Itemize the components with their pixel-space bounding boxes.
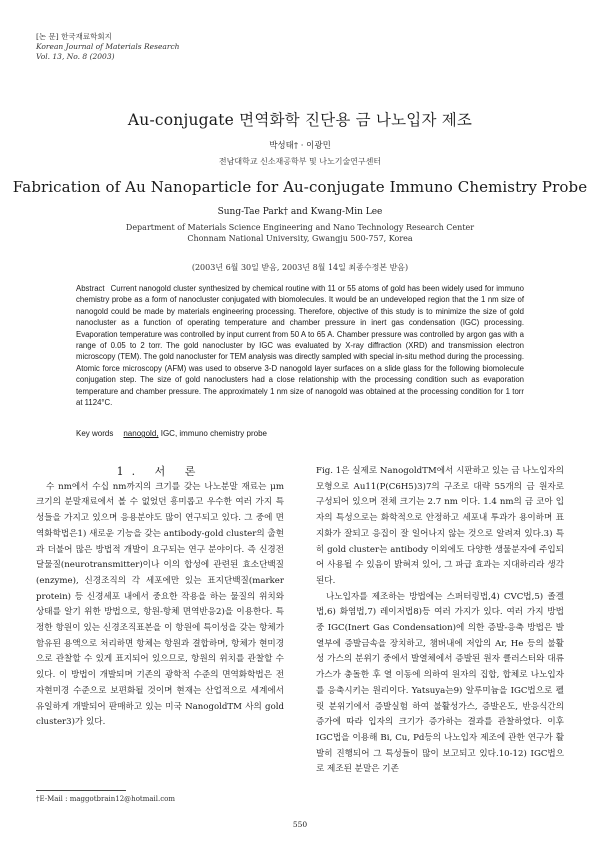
- right-paragraph-1: Fig. 1은 실제로 NanogoldTM에서 시판하고 있는 금 나노입자의 모형으로 Au11(P(C6H5)3)7의 구조로 대략 55개의 금 원자로 구성되어 있으며 전체 크기는 2.7 nm 이다. 1.4 nm의 금 코아 입자의 특성으로는 화학적으로 안정하고 세포내 투과가 용이하며 표지화가 잘되고 응집이 잘 일어나지 않는 것으로 알려져 있다.3) 특히 gold cluster는 antibody 이외에도 다양한 생물분자에 주입되어 사용될 수 있음이 밝혀져 있어, 그 파급 효과는 지대하리라 생각된다.: [316, 466, 564, 586]
- section-heading-introduction: 1. 서 론: [116, 465, 204, 478]
- footnote-email: †E-Mail : maggotbrain12@hotmail.com: [36, 795, 176, 803]
- authors-korean: 박성태† · 이광민: [269, 141, 331, 151]
- right-paragraph-2: 나노입자를 제조하는 방법에는 스퍼터링법,4) CVC법,5) 졸겔법,6) 화염법,7) 레이저법8)등 여러 가지가 있다. 여러 가지 방법 중 IGC(Inert Gas Condensation)에 의한 증발-응축 방법은 발열부에 증발금속을 장치하고, 챔버내에 저압의 Ar, He 등의 불활성 가스의 분위기 중에서 발열체에서 증발된 원자 클러스터와 대류가스가 충돌한 후 열 이동에 의하여 원자의 집합, 합체로 나노입자를 응축시키는 원리이다. Yatsuya는9) 알루미늄을 IGC법으로 펠릿 분위기에서 증발실험 하여 불활성가스, 증발온도, 반응식간의 증가에 따라 입자의 크기가 증가하는 결과를 관찰하였다. 이후 IGC법을 이용해 Bi, Cu, Pd등의 나노입자 제조에 관한 연구가 활발히 진행되어 그 특성들이 많이 보고되고 있다.10-12) IGC법으로 제조된 분말은 기존: [316, 591, 564, 775]
- keywords-rest: IGC, immuno chemistry probe: [158, 429, 267, 438]
- affiliation-english: [0, 222, 600, 244]
- abstract-label: Abstract: [76, 284, 105, 293]
- affiliation-university: Chonnam National University, Gwangju 500-757, Korea: [187, 234, 413, 243]
- journal-volume: Vol. 13, No. 8 (2003): [36, 52, 115, 61]
- authors-english: Sung-Tae Park† and Kwang-Min Lee: [217, 207, 383, 217]
- title-english: Fabrication of Au Nanoparticle for Au-conjugate Immuno Chemistry Probe: [12, 178, 588, 196]
- abstract: [76, 283, 524, 408]
- received-dates: (2003년 6월 30일 받음, 2003년 8월 14일 최종수정본 받음): [191, 263, 409, 272]
- journal-name-en: Korean Journal of Materials Research: [36, 42, 180, 51]
- left-column: [36, 464, 284, 731]
- affiliation-department: Department of Materials Science Engineering and Nano Technology Research Center: [125, 223, 475, 232]
- journal-name-ko: [논 문] 한국재료학회지: [36, 32, 112, 41]
- abstract-text: Current nanogold cluster synthesized by chemical routine with 11 or 55 atoms of gold has been widely used for immuno chemistry probe as a form of nanocluster conjugated with biomolecules. It would be an undeveloped region that the 1 nm size of nanogold could be made by materials engineering processing. Therefore, objective of this study is to minimize the size of gold nanocluster as a function of operating temperature and chamber pressure in inert gas condensation (IGC) processing. Evaporation temperature was controlled by input current from 50 A to 65 A. Chamber pressure was controlled by argon gas with a range of 0.05 to 2 torr. The gold nanocluster by IGC was evaluated by X-ray diffraction (XRD) and transmission electron microscopy (TEM). The gold nanocluster for TEM analysis was directly sampled with special in-situ method during the processing. Atomic force microscopy (AFM) was used to observe 3-D nanogold layer surfaces on a slide glass for the following biomolecule conjugation step. The size of gold nanoclusters had a close relationship with the processing condition such as evaporation temperature and chamber pressure. The approximately 1 nm size of nanogold was obtained at the processing condition for 1 torr at 1124°C.: [76, 284, 524, 408]
- left-paragraph-1: 수 nm에서 수십 nm까지의 크기를 갖는 나노분말 재료는 μm 크기의 분말재료에서 볼 수 없었던 흥미롭고 우수한 여러 가지 특성들을 가지고 있으며 응용분야도 많이 연구되고 있다. 그 중에 면역화학법은1) 새로운 기능을 갖는 antibody-gold cluster의 출현과 더불어 많은 방법적 개발이 요구되는 연구 분야이다. 즉 신경전달물질(neurotransmitter)이나 이의 합성에 관련된 효소단백질(enzyme), 신경조직의 각 세포에만 있는 표지단백질(marker protein) 등 신경세포 내에서 중요한 작용을 하는 물질의 위치와 상태를 알기 위한 방법으로, 항원-항체 면역반응2)을 이용한다. 특정한 항원이 있는 신경조직표본을 이 항원에 특이성을 갖는 항체가 함유된 용액으로 처리하면 항체는 항원과 결합하며, 항체가 현미경으로 관찰할 수 있게 표지되어 있으므로, 항원의 위치를 관찰할 수 있다. 이 방법이 개발되며 기존의 광학적 수준의 면역화학법은 전자현미경 수준으로 보편화될 것이며 현재는 산업적으로 세계에서 유일하게 개발되어 판매하고 있는 미국 NanogoldTM 사의 gold cluster3)가 있다.: [36, 481, 284, 728]
- keyword-nanogold: nanogold,: [123, 429, 159, 438]
- affiliation-korean: 전남대학교 신소재공학부 및 나노기술연구센터: [218, 157, 382, 166]
- footnote-divider: [36, 790, 126, 791]
- title-korean: Au-conjugate 면역화학 진단용 금 나노입자 제조: [127, 111, 473, 129]
- journal-header: [36, 32, 179, 62]
- keywords-label: Key words: [76, 429, 114, 438]
- right-column: [316, 464, 564, 778]
- page-number: 550: [292, 820, 308, 829]
- keywords: [76, 429, 524, 438]
